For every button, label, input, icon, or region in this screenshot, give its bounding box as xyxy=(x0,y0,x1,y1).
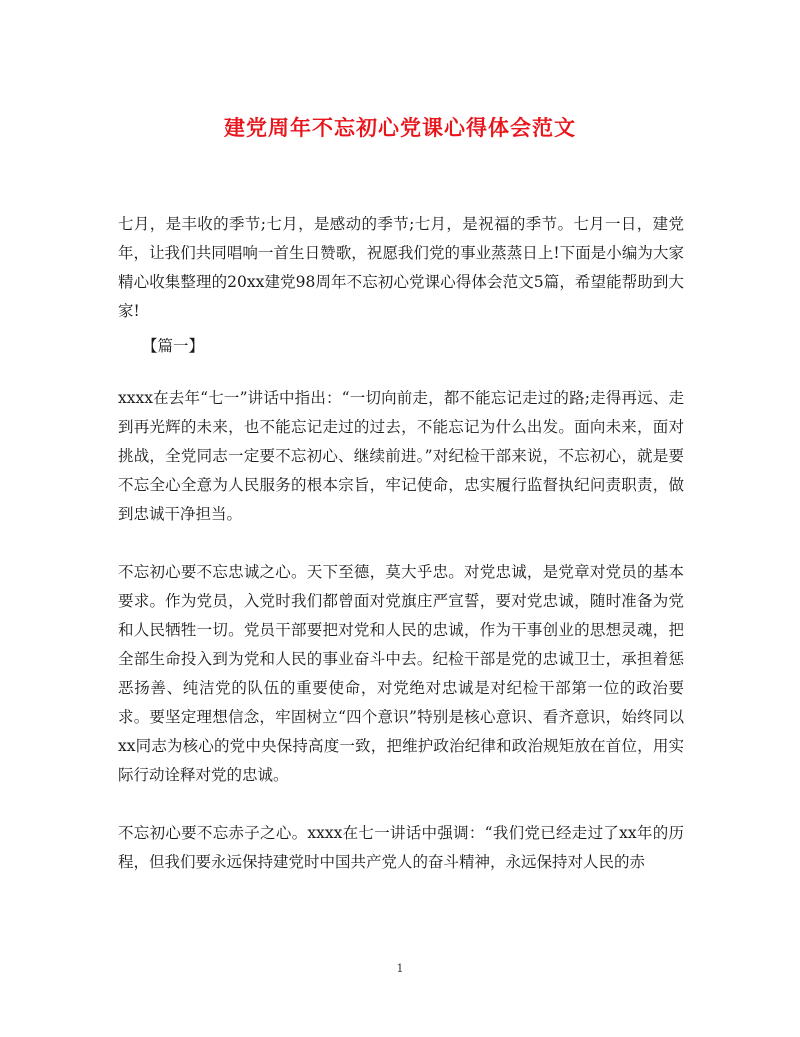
body-paragraph-3: 不忘初心要不忘赤子之心。xxxx在七一讲话中强调：“我们党已经走过了xx年的历程，但我们要永远保持建党时中国共产党人的奋斗精神，永远保持对人民的赤 xyxy=(118,824,684,871)
document-body xyxy=(118,210,684,877)
body-paragraph-1: xxxx在去年“七一”讲话中指出：“一切向前走，都不能忘记走过的路;走得再远、走到再光辉的未来，也不能忘记走过的过去，不能忘记为什么出发。面向未来，面对挑战，全党同志一定要不忘初心、继续前进。”对纪检干部来说，不忘初心，就是要不忘全心全意为人民服务的根本宗旨，牢记使命，忠实履行监督执纪问责职责，做到忠诚干净担当。 xyxy=(118,389,684,523)
body-paragraph-2: 不忘初心要不忘忠诚之心。天下至德，莫大乎忠。对党忠诚，是党章对党员的基本要求。作为党员，入党时我们都曾面对党旗庄严宣誓，要对党忠诚，随时准备为党和人民牺牲一切。党员干部要把对党和人民的忠诚，作为干事创业的思想灵魂，把全部生命投入到为党和人民的事业奋斗中去。纪检干部是党的忠诚卫士，承担着惩恶扬善、纯洁党的队伍的重要使命，对党绝对忠诚是对纪检干部第一位的政治要求。要坚定理想信念，牢固树立“四个意识”特别是核心意识、看齐意识，始终同以xx同志为核心的党中央保持高度一致，把维护政治纪律和政治规矩放在首位，用实际行动诠释对党的忠诚。 xyxy=(118,563,684,784)
page-number: 1 xyxy=(396,962,404,975)
intro-paragraph: 七月，是丰收的季节;七月，是感动的季节;七月，是祝福的季节。七月一日，建党年，让我们共同唱响一首生日赞歌，祝愿我们党的事业蒸蒸日上!下面是小编为大家精心收集整理的20xx建党98周年不忘初心党课心得体会范文5篇，希望能帮助到大家! xyxy=(118,215,684,320)
section-heading: 【篇一】 xyxy=(142,337,205,355)
document-title: 建党周年不忘初心党课心得体会范文 xyxy=(224,115,576,140)
